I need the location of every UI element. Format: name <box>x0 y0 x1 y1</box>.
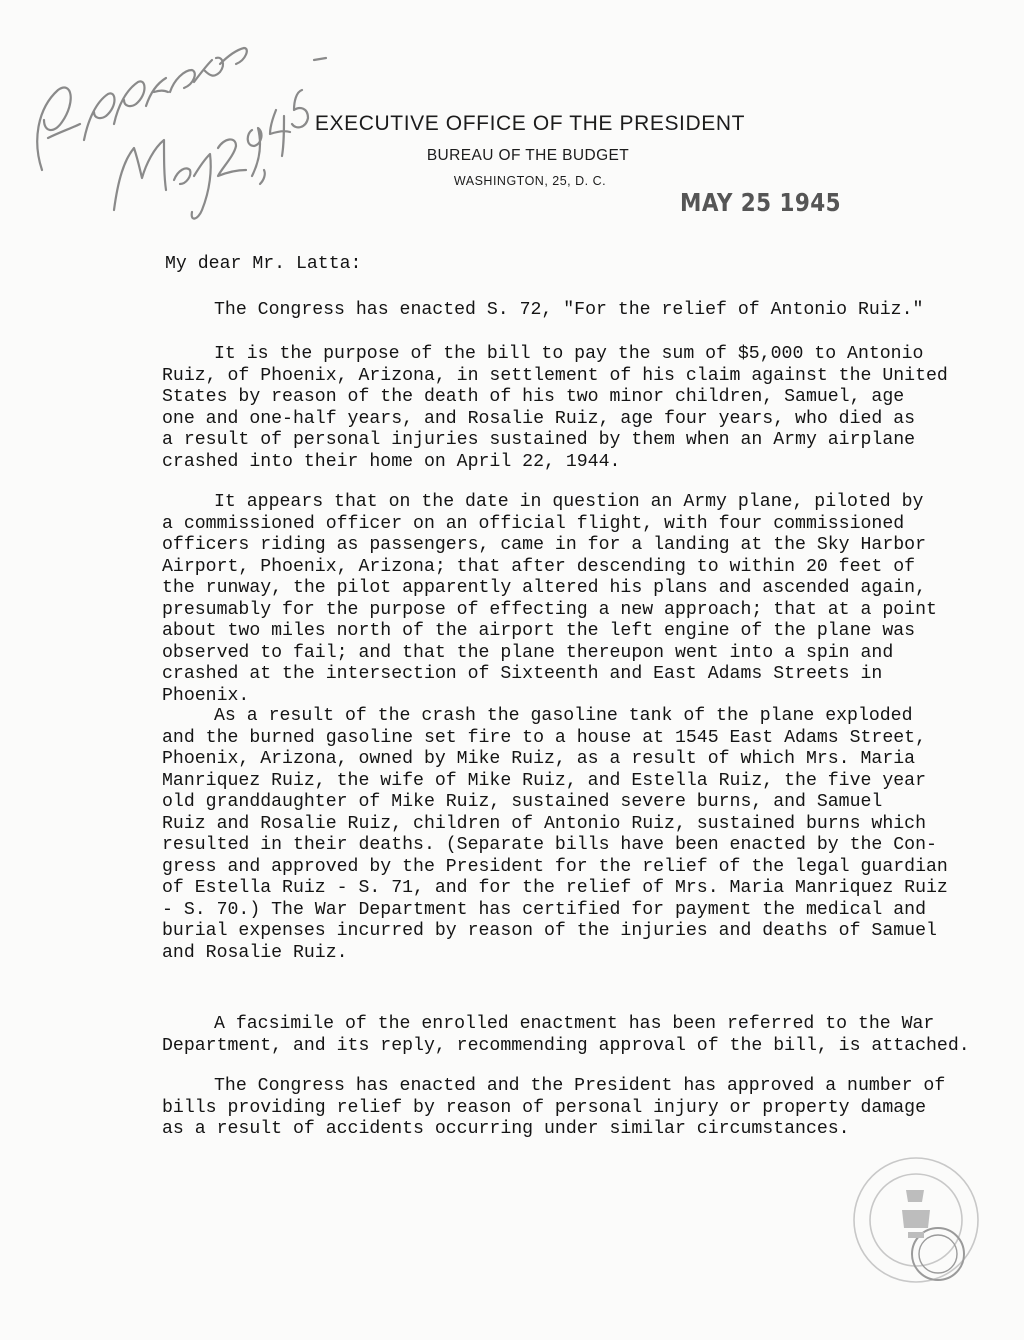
letterhead-bureau: BUREAU OF THE BUDGET <box>426 147 630 164</box>
paragraph-line: and the burned gasoline set fire to a house at 1545 East Adams Street, <box>162 727 926 748</box>
paragraph-line: officers riding as passengers, came in for a landing at the Sky Harbor <box>162 535 926 555</box>
paragraph-line: crashed into their home on April 22, 1944. <box>162 451 621 472</box>
paragraph-line: Manriquez Ruiz, the wife of Mike Ruiz, and Estella Ruiz, the five year <box>162 770 926 791</box>
paragraph-line: A facsimile of the enrolled enactment has been referred to the War <box>214 1014 935 1034</box>
paragraph-crash-account <box>162 492 952 707</box>
paragraph-line: The Congress has enacted S. 72, "For the relief of Antonio Ruiz." <box>214 300 924 320</box>
letterhead-city: WASHINGTON, 25, D. C. <box>453 174 607 188</box>
paragraph-line: States by reason of the death of his two minor children, Samuel, age <box>162 387 905 407</box>
paragraph-line: one and one-half years, and Rosalie Ruiz, age four years, who died as <box>162 408 916 429</box>
paragraph-line: burial expenses incurred by reason of the injuries and deaths of Samuel <box>162 921 937 941</box>
salutation: My dear Mr. Latta: <box>165 254 362 274</box>
paragraph-line: a commissioned officer on an official flight, with four commissioned <box>162 513 905 534</box>
paragraph-line: of Estella Ruiz - S. 71, and for the relief of Mrs. Maria Manriquez Ruiz <box>162 878 948 898</box>
paragraph-fire-injuries <box>162 706 952 964</box>
paragraph-line: gress and approved by the President for the relief of the legal guardian <box>162 856 948 877</box>
paragraph-facsimile-referral <box>162 1014 970 1057</box>
paragraph-line: presumably for the purpose of effecting a new approach; that at a point <box>162 599 937 620</box>
paragraph-prior-relief-bills <box>162 1076 952 1141</box>
paragraph-line: - S. 70.) The War Department has certified for payment the medical and <box>162 899 926 920</box>
paragraph-line: as a result of accidents occurring under similar circumstances. <box>162 1119 850 1139</box>
paragraph-line: a result of personal injuries sustained by them when an Army airplane <box>162 430 916 450</box>
paragraph-line: Ruiz and Rosalie Ruiz, children of Antonio Ruiz, sustained burns which <box>162 813 926 834</box>
paragraph-line: Department, and its reply, recommending approval of the bill, is attached. <box>162 1035 970 1056</box>
paragraph-line: Airport, Phoenix, Arizona; that after descending to within 20 feet of <box>162 556 916 577</box>
paragraph-line: The Congress has enacted and the President has approved a number of <box>214 1076 946 1096</box>
paragraph-line: As a result of the crash the gasoline tank of the plane exploded <box>214 706 913 726</box>
paragraph-line: It appears that on the date in question an Army plane, piloted by <box>214 492 924 512</box>
paragraph-line: old granddaughter of Mike Ruiz, sustained severe burns, and Samuel <box>162 792 883 812</box>
paragraph-line: Phoenix. <box>162 685 250 706</box>
paragraph-bill-enacted <box>162 300 952 322</box>
paragraph-line: the runway, the pilot apparently altered his plans and ascended again, <box>162 578 926 598</box>
paragraph-line: Phoenix, Arizona, owned by Mike Ruiz, as a result of which Mrs. Maria <box>162 749 916 769</box>
paragraph-line: Ruiz, of Phoenix, Arizona, in settlement of his claim against the United <box>162 365 948 386</box>
paragraph-line: observed to fail; and that the plane thereupon went into a spin and <box>162 642 894 663</box>
truman-library-seal <box>846 1150 986 1290</box>
paragraph-line: and Rosalie Ruiz. <box>162 942 348 963</box>
paragraph-line: about two miles north of the airport the left engine of the plane was <box>162 621 916 641</box>
paragraph-line: It is the purpose of the bill to pay the sum of $5,000 to Antonio <box>214 344 924 364</box>
paragraph-line: resulted in their deaths. (Separate bills have been enacted by the Con- <box>162 835 937 855</box>
letterhead-office: EXECUTIVE OFFICE OF THE PRESIDENT <box>314 112 746 135</box>
paragraph-bill-purpose <box>162 344 952 473</box>
received-date-stamp: MAY 25 1945 <box>680 188 842 217</box>
paragraph-line: crashed at the intersection of Sixteenth and East Adams Streets in <box>162 664 883 684</box>
paragraph-line: bills providing relief by reason of personal injury or property damage <box>162 1097 926 1118</box>
